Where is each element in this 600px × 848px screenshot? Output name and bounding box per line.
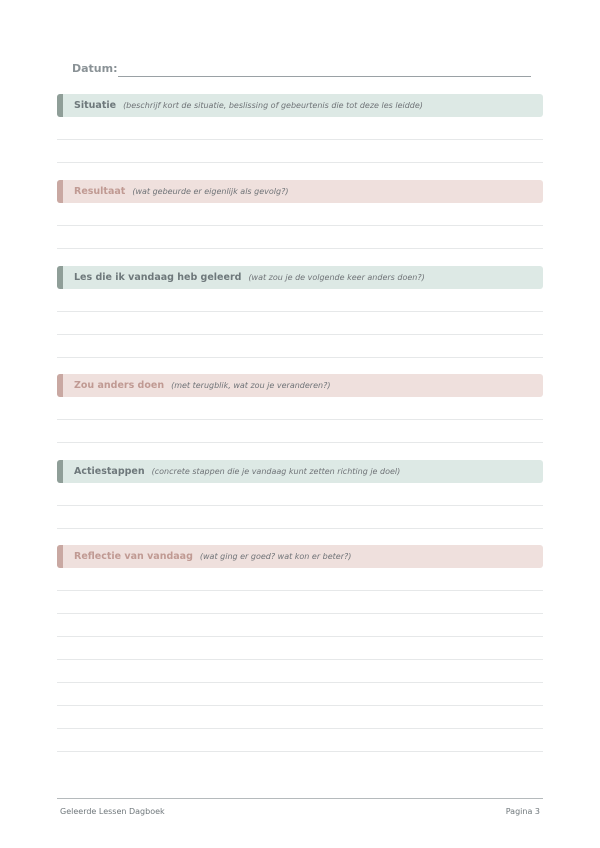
- section-accent-bar: [57, 460, 63, 483]
- section-header: [57, 94, 543, 117]
- section-hint: (beschrijf kort de situatie, beslissing of gebeurtenis die tot deze les leidde): [123, 101, 423, 110]
- section-accent-bar: [57, 180, 63, 203]
- section-hint: (wat gebeurde er eigenlijk als gevolg?): [132, 187, 289, 196]
- writing-line[interactable]: [57, 420, 543, 443]
- writing-line[interactable]: [57, 706, 543, 729]
- writing-line[interactable]: [57, 203, 543, 226]
- section-actiestappen: [57, 460, 543, 529]
- section-header: [57, 545, 543, 568]
- date-write-line[interactable]: [118, 76, 531, 77]
- section-header: [57, 266, 543, 289]
- page-footer: [57, 798, 543, 816]
- section-les-geleerd: [57, 266, 543, 358]
- section-header: [57, 460, 543, 483]
- writing-lines: [57, 289, 543, 358]
- writing-line[interactable]: [57, 660, 543, 683]
- section-accent-bar: [57, 266, 63, 289]
- writing-lines: [57, 397, 543, 443]
- section-header: [57, 180, 543, 203]
- writing-lines: [57, 203, 543, 249]
- writing-line[interactable]: [57, 506, 543, 529]
- writing-lines: [57, 483, 543, 529]
- section-header: [57, 374, 543, 397]
- writing-line[interactable]: [57, 591, 543, 614]
- writing-line[interactable]: [57, 335, 543, 358]
- section-situatie: [57, 94, 543, 163]
- writing-line[interactable]: [57, 397, 543, 420]
- section-title: Situatie: [74, 100, 117, 111]
- section-accent-bar: [57, 94, 63, 117]
- section-title: Actiestappen: [74, 466, 145, 477]
- writing-line[interactable]: [57, 140, 543, 163]
- section-accent-bar: [57, 374, 63, 397]
- section-resultaat: [57, 180, 543, 249]
- section-title: Les die ik vandaag heb geleerd: [74, 272, 242, 283]
- date-label: Datum:: [72, 62, 118, 75]
- writing-lines: [57, 568, 543, 752]
- section-hint: (met terugblik, wat zou je veranderen?): [171, 381, 331, 390]
- section-hint: (concrete stappen die je vandaag kunt zetten richting je doel): [151, 467, 401, 476]
- section-title: Reflectie van vandaag: [74, 551, 193, 562]
- section-title: Resultaat: [74, 186, 126, 197]
- writing-line[interactable]: [57, 117, 543, 140]
- section-hint: (wat ging er goed? wat kon er beter?): [199, 552, 352, 561]
- footer-page-number: Pagina 3: [505, 807, 540, 816]
- section-zou-anders-doen: [57, 374, 543, 443]
- section-hint: (wat zou je de volgende keer anders doen?): [248, 273, 425, 282]
- writing-line[interactable]: [57, 683, 543, 706]
- writing-line[interactable]: [57, 289, 543, 312]
- section-title: Zou anders doen: [74, 380, 165, 391]
- section-accent-bar: [57, 545, 63, 568]
- writing-line[interactable]: [57, 483, 543, 506]
- writing-line[interactable]: [57, 312, 543, 335]
- section-reflectie: [57, 545, 543, 752]
- writing-line[interactable]: [57, 226, 543, 249]
- date-row: [72, 62, 532, 78]
- writing-line[interactable]: [57, 614, 543, 637]
- writing-line[interactable]: [57, 568, 543, 591]
- writing-line[interactable]: [57, 637, 543, 660]
- writing-lines: [57, 117, 543, 163]
- writing-line[interactable]: [57, 729, 543, 752]
- footer-journal-title: Geleerde Lessen Dagboek: [60, 807, 165, 816]
